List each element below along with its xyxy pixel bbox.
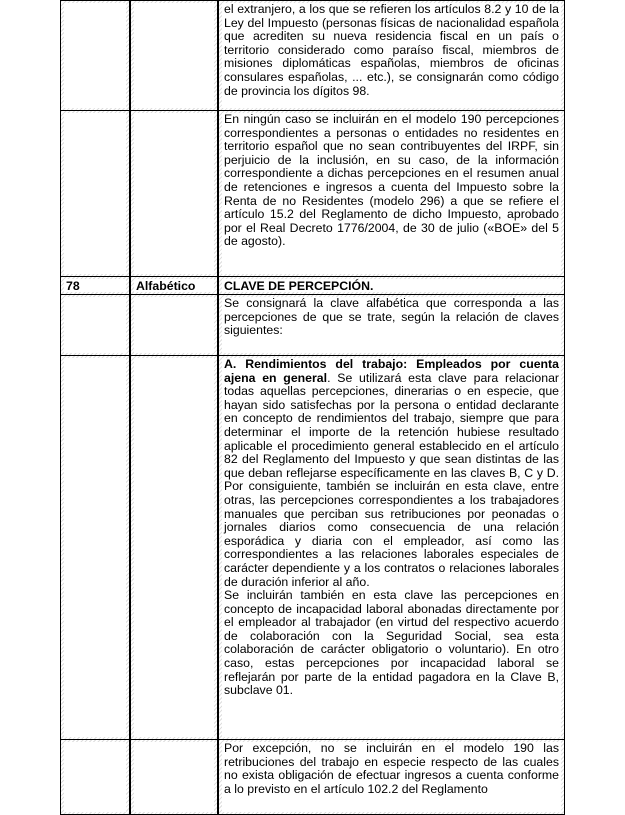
table-row	[60, 0, 565, 111]
description-cell	[218, 0, 565, 111]
table-row	[60, 110, 565, 277]
description-text: En ningún caso se incluirán en el modelo 190 percepciones correspondientes a personas o entidades no residentes en territorio español que no sean contribuyentes del IRPF, sin perjuicio de la inclusión, en su caso, de la información correspondiente a dichas percepciones en el resumen anual de retenciones e ingresos a cuenta del Impuesto sobre la Renta de no Residentes (modelo 296) a que se refiere el artículo 15.2 del Reglamento de dicho Impuesto, aprobado por el Real Decreto 1776/2004, de 30 de julio («BOE» del 5 de agosto).	[222, 113, 561, 274]
table-row	[60, 276, 565, 295]
description-cell	[218, 355, 565, 740]
description-cell	[218, 276, 565, 295]
table-row	[60, 355, 565, 740]
field-number-cell	[60, 110, 130, 277]
description-cell	[218, 739, 565, 815]
field-type-cell	[130, 0, 218, 111]
description-text: el extranjero, a los que se refieren los artículos 8.2 y 10 de la Ley del Impuesto (personas físicas de nacionalidad española que acrediten su nueva residencia fiscal en un país o territorio considerado como paraíso fiscal, miembros de misiones diplomáticas españolas, miembros de oficinas consulares españolas, ... etc.), se consignarán como código de provincia los dígitos 98.	[222, 3, 561, 108]
description-cell	[218, 110, 565, 277]
clave-a-text-2: Se incluirán también en esta clave las percepciones en concepto de incapacidad laboral abonadas directamente por el empleador al trabajador (en virtud del respectivo acuerdo de colaboración con la Seguridad Social, sea esta colaboración de carácter obligatorio o voluntario). En otro caso, estas percepciones por incapacidad laboral se reflejarán por parte de la entidad pagadora en la Clave B, subclave 01.	[224, 588, 559, 698]
clave-a-text: . Se utilizará esta clave para relacionar todas aquellas percepciones, dinerarias o en especie, que hayan sido satisfechas por la persona o entidad declarante en concepto de rendimientos del trabajo, siempre que para determinar el importe de la retención hubiese resultado aplicable el procedimiento general establecido en el artículo 82 del Reglamento del Impuesto y que sean distintas de las que deban reflejarse específicamente en las claves B, C y D. Por consiguiente, también se incluirán en esta clave, entre otras, las percepciones correspondientes a los trabajadores manuales que perciban sus retribuciones por peonadas o jornales diarios como consecuencia de una relación esporádica y diaria con el empleador, así como las correspondientes a las relaciones laborales especiales de carácter dependiente y a los contratos o relaciones laborales de duración inferior al año.	[224, 370, 560, 589]
clave-a-title: A. Rendimientos del trabajo: Empleados por cuenta ajena en general	[224, 357, 559, 385]
field-number-cell	[60, 276, 130, 295]
field-number-cell	[60, 0, 130, 111]
field-type-cell	[130, 355, 218, 740]
field-heading: CLAVE DE PERCEPCIÓN.	[222, 279, 561, 292]
field-number-cell	[60, 294, 130, 356]
field-type-cell	[130, 276, 218, 295]
field-type-cell	[130, 110, 218, 277]
description-text: Se consignará la clave alfabética que corresponda a las percepciones de que se trate, según la relación de claves siguientes:	[222, 297, 561, 353]
description-text: Por excepción, no se incluirán en el modelo 190 las retribuciones del trabajo en especie respecto de las cuales no exista obligación de efectuar ingresos a cuenta conforme a lo previsto en el artículo 102.2 del Reglamento	[222, 742, 561, 812]
description-text	[222, 358, 561, 737]
table-row	[60, 294, 565, 356]
field-number-cell	[60, 739, 130, 815]
field-number: 78	[64, 279, 126, 292]
description-cell	[218, 294, 565, 356]
field-type-cell	[130, 294, 218, 356]
field-type-cell	[130, 739, 218, 815]
table-row	[60, 739, 565, 815]
field-number-cell	[60, 355, 130, 740]
field-type: Alfabético	[134, 279, 214, 292]
